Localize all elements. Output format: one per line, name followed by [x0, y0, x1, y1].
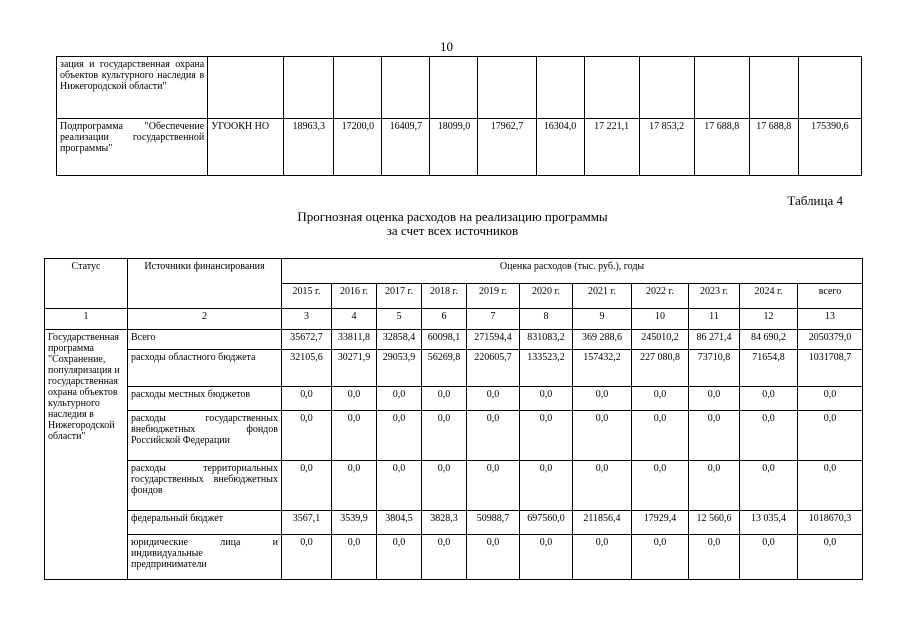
source-cell: расходы государственных внебюджетных фондов Российской Федерации — [128, 411, 282, 461]
value-cell: 0,0 — [520, 535, 573, 580]
value-cell: 0,0 — [377, 461, 422, 511]
column-number: 7 — [467, 309, 520, 330]
table-title — [0, 210, 905, 238]
year-header: 2024 г. — [740, 284, 798, 309]
column-number: 8 — [520, 309, 573, 330]
value-cell: 831083,2 — [520, 330, 573, 350]
value-cell: 13 035,4 — [740, 511, 798, 535]
header-row — [45, 259, 863, 284]
value-cell: 86 271,4 — [689, 330, 740, 350]
value-cell: 3567,1 — [282, 511, 332, 535]
value-cell: 18099,0 — [430, 119, 478, 176]
value-cell: 0,0 — [332, 411, 377, 461]
year-header: всего — [798, 284, 863, 309]
column-numbers-row — [45, 309, 863, 330]
column-number: 6 — [422, 309, 467, 330]
column-number: 12 — [740, 309, 798, 330]
value-cell: 0,0 — [422, 535, 467, 580]
value-cell: 0,0 — [740, 411, 798, 461]
value-cell: 17962,7 — [478, 119, 536, 176]
value-cell: 0,0 — [332, 461, 377, 511]
value-cell: 3539,9 — [332, 511, 377, 535]
source-cell: расходы территориальных государственных внебюджетных фондов — [128, 461, 282, 511]
value-cell: 17200,0 — [334, 119, 382, 176]
value-cell: 1018670,3 — [798, 511, 863, 535]
value-cell: 0,0 — [467, 411, 520, 461]
table-label: Таблица 4 — [787, 193, 843, 208]
value-cell: 0,0 — [377, 411, 422, 461]
value-cell: 0,0 — [740, 461, 798, 511]
value-cell: 697560,0 — [520, 511, 573, 535]
value-cell: 0,0 — [377, 535, 422, 580]
year-header: 2020 г. — [520, 284, 573, 309]
value-cell: 245010,2 — [632, 330, 689, 350]
header-estimate: Оценка расходов (тыс. руб.), годы — [282, 259, 863, 284]
value-cell: 0,0 — [689, 535, 740, 580]
value-cell: 3804,5 — [377, 511, 422, 535]
table-row — [57, 119, 862, 176]
source-cell: расходы местных бюджетов — [128, 387, 282, 411]
value-cell: 0,0 — [798, 411, 863, 461]
year-header: 2021 г. — [573, 284, 632, 309]
source-cell: юридические лица и индивидуальные предприниматели — [128, 535, 282, 580]
value-cell: 3828,3 — [422, 511, 467, 535]
source-cell: УГООКН НО — [208, 119, 284, 176]
table-row — [45, 535, 863, 580]
value-cell: 56269,8 — [422, 350, 467, 387]
value-cell: 0,0 — [573, 411, 632, 461]
value-cell: 0,0 — [798, 535, 863, 580]
value-cell: 0,0 — [689, 387, 740, 411]
column-number: 1 — [45, 309, 128, 330]
value-cell: 2050379,0 — [798, 330, 863, 350]
value-cell: 0,0 — [520, 461, 573, 511]
value-cell: 369 288,6 — [573, 330, 632, 350]
value-cell: 0,0 — [422, 411, 467, 461]
table-row — [57, 57, 862, 119]
year-header: 2016 г. — [332, 284, 377, 309]
value-cell: 0,0 — [740, 535, 798, 580]
value-cell: 29053,9 — [377, 350, 422, 387]
value-cell: 32858,4 — [377, 330, 422, 350]
header-status: Статус — [45, 259, 128, 309]
value-cell: 0,0 — [798, 461, 863, 511]
value-cell: 0,0 — [282, 461, 332, 511]
value-cell: 0,0 — [282, 535, 332, 580]
value-cell: 0,0 — [689, 411, 740, 461]
title-line-2: за счет всех источников — [386, 223, 519, 238]
value-cell: 0,0 — [467, 461, 520, 511]
value-cell: 0,0 — [467, 535, 520, 580]
column-number: 2 — [128, 309, 282, 330]
source-cell: Всего — [128, 330, 282, 350]
status-cell: Государственная программа "Сохранение, популяризация и государственная охрана объектов культурного наследия в Нижегородской области" — [45, 330, 128, 580]
value-cell: 84 690,2 — [740, 330, 798, 350]
table-row — [45, 411, 863, 461]
value-cell: 220605,7 — [467, 350, 520, 387]
year-header: 2023 г. — [689, 284, 740, 309]
value-cell: 12 560,6 — [689, 511, 740, 535]
value-cell: 16409,7 — [382, 119, 430, 176]
value-cell: 175390,6 — [798, 119, 861, 176]
year-header: 2017 г. — [377, 284, 422, 309]
title-line-1: Прогнозная оценка расходов на реализацию программы — [297, 209, 608, 224]
value-cell: 17 688,8 — [749, 119, 798, 176]
value-cell: 0,0 — [467, 387, 520, 411]
value-cell: 0,0 — [282, 411, 332, 461]
value-cell: 1031708,7 — [798, 350, 863, 387]
column-number: 4 — [332, 309, 377, 330]
table-row — [45, 461, 863, 511]
source-cell: федеральный бюджет — [128, 511, 282, 535]
value-cell: 32105,6 — [282, 350, 332, 387]
value-cell: 0,0 — [689, 461, 740, 511]
value-cell: 18963,3 — [284, 119, 334, 176]
value-cell: 0,0 — [573, 387, 632, 411]
value-cell: 30271,9 — [332, 350, 377, 387]
expense-forecast-table — [44, 258, 863, 580]
value-cell: 73710,8 — [689, 350, 740, 387]
column-number: 5 — [377, 309, 422, 330]
value-cell: 0,0 — [632, 387, 689, 411]
column-number: 3 — [282, 309, 332, 330]
value-cell: 0,0 — [798, 387, 863, 411]
year-header: 2018 г. — [422, 284, 467, 309]
value-cell: 0,0 — [520, 387, 573, 411]
table-row — [45, 330, 863, 350]
column-number: 13 — [798, 309, 863, 330]
value-cell: 0,0 — [422, 461, 467, 511]
value-cell: 0,0 — [520, 411, 573, 461]
header-sources: Источники финансирования — [128, 259, 282, 309]
value-cell: 271594,4 — [467, 330, 520, 350]
value-cell: 0,0 — [332, 387, 377, 411]
year-header: 2022 г. — [632, 284, 689, 309]
column-number: 10 — [632, 309, 689, 330]
value-cell: 60098,1 — [422, 330, 467, 350]
value-cell: 133523,2 — [520, 350, 573, 387]
value-cell: 0,0 — [740, 387, 798, 411]
value-cell: 0,0 — [632, 535, 689, 580]
column-number: 11 — [689, 309, 740, 330]
value-cell: 0,0 — [332, 535, 377, 580]
value-cell: 211856,4 — [573, 511, 632, 535]
value-cell: 0,0 — [573, 535, 632, 580]
value-cell: 33811,8 — [332, 330, 377, 350]
value-cell: 17929,4 — [632, 511, 689, 535]
source-cell: расходы областного бюджета — [128, 350, 282, 387]
value-cell: 0,0 — [632, 411, 689, 461]
row-label: зация и государственная охрана объектов культурного наследия в Нижегородской области" — [57, 57, 208, 119]
table-row — [45, 511, 863, 535]
value-cell: 157432,2 — [573, 350, 632, 387]
value-cell: 16304,0 — [536, 119, 584, 176]
value-cell: 227 080,8 — [632, 350, 689, 387]
value-cell: 71654,8 — [740, 350, 798, 387]
value-cell: 17 221,1 — [584, 119, 639, 176]
table-row — [45, 350, 863, 387]
column-number: 9 — [573, 309, 632, 330]
year-header: 2015 г. — [282, 284, 332, 309]
year-header: 2019 г. — [467, 284, 520, 309]
value-cell: 17 853,2 — [639, 119, 694, 176]
continued-table — [56, 56, 862, 176]
page-number: 10 — [440, 39, 453, 54]
table-row — [45, 387, 863, 411]
value-cell: 0,0 — [282, 387, 332, 411]
row-label: Подпрограмма "Обеспечение реализации государственной программы" — [57, 119, 208, 176]
value-cell: 17 688,8 — [694, 119, 749, 176]
value-cell: 35672,7 — [282, 330, 332, 350]
value-cell: 0,0 — [422, 387, 467, 411]
value-cell: 0,0 — [573, 461, 632, 511]
value-cell: 0,0 — [377, 387, 422, 411]
value-cell: 0,0 — [632, 461, 689, 511]
value-cell: 50988,7 — [467, 511, 520, 535]
